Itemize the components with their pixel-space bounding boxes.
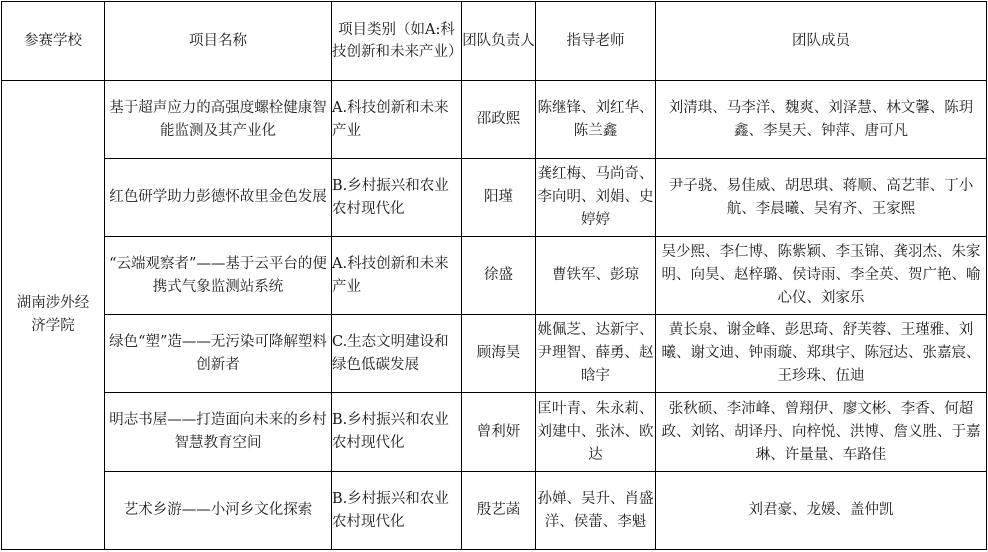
team-members: 吴少熙、李仁博、陈紫颖、李玉锦、龚羽杰、朱家明、向昊、赵梓璐、侯诗雨、李全英、贺广艳、喻心仪、刘家乐 — [656, 237, 987, 315]
project-category: B.乡村振兴和农业农村现代化 — [332, 472, 462, 550]
project-category: B.乡村振兴和农业农村现代化 — [332, 159, 462, 237]
table-row — [2, 472, 987, 550]
team-leader: 殷艺菡 — [462, 472, 536, 550]
team-table — [1, 1, 987, 550]
advisors: 曹铁军、彭琼 — [536, 237, 656, 315]
project-name: 艺术乡游——小河乡文化探索 — [105, 472, 332, 550]
project-name: 基于超声应力的高强度螺栓健康智能监测及其产业化 — [105, 81, 332, 159]
advisors: 匡叶青、朱永莉、刘建中、张沐、欧达 — [536, 393, 656, 472]
team-leader: 曾利妍 — [462, 393, 536, 472]
header-category: 项目类别（如A:科技创新和未来产业） — [332, 2, 462, 81]
header-school: 参赛学校 — [2, 2, 105, 81]
header-members: 团队成员 — [656, 2, 987, 81]
table-row — [2, 393, 987, 472]
advisors: 姚佩芝、达新宇、尹理智、薛勇、赵晗宇 — [536, 315, 656, 393]
team-leader: 顾海昊 — [462, 315, 536, 393]
header-advisors: 指导老师 — [536, 2, 656, 81]
team-leader: 邵政熙 — [462, 81, 536, 159]
project-name: “云端观察者”——基于云平台的便携式气象监测站系统 — [105, 237, 332, 315]
team-members: 黄长泉、谢金峰、彭思琦、舒芙蓉、王瑾雅、刘曦、谢文迪、钟雨璇、郑琪宇、陈冠达、张嘉宸、王珍珠、伍迪 — [656, 315, 987, 393]
project-name: 红色研学助力彭德怀故里金色发展 — [105, 159, 332, 237]
header-row — [2, 2, 987, 81]
project-name: 明志书屋——打造面向未来的乡村智慧教育空间 — [105, 393, 332, 472]
advisors: 孙婵、吴升、肖盛洋、侯蕾、李魁 — [536, 472, 656, 550]
project-category: B.乡村振兴和农业农村现代化 — [332, 393, 462, 472]
advisors: 陈继锋、刘红华、陈兰鑫 — [536, 81, 656, 159]
team-members: 尹子骁、易佳威、胡思琪、蒋顺、高艺菲、丁小航、李晨曦、吴宥齐、王家熙 — [656, 159, 987, 237]
school-cell: 湖南涉外经济学院 — [2, 81, 105, 550]
project-name: 绿色“塑”造——无污染可降解塑料创新者 — [105, 315, 332, 393]
advisors: 龚红梅、马尚奇、李向明、刘娟、史婷婷 — [536, 159, 656, 237]
table-row — [2, 315, 987, 393]
project-category: A.科技创新和未来产业 — [332, 237, 462, 315]
team-leader: 阳瑾 — [462, 159, 536, 237]
table-row — [2, 159, 987, 237]
team-members: 刘清琪、马李洋、魏爽、刘泽慧、林文馨、陈玥鑫、李昊天、钟萍、唐可凡 — [656, 81, 987, 159]
project-category: C.生态文明建设和绿色低碳发展 — [332, 315, 462, 393]
header-project: 项目名称 — [105, 2, 332, 81]
team-leader: 徐盛 — [462, 237, 536, 315]
team-members: 张秋硕、李沛峰、曾翔伊、廖文彬、李香、何超政、刘铭、胡译丹、向梓悦、洪博、詹义胜、于嘉琳、许量量、车路佳 — [656, 393, 987, 472]
header-leader: 团队负责人 — [462, 2, 536, 81]
table-row — [2, 81, 987, 159]
project-category: A.科技创新和未来产业 — [332, 81, 462, 159]
team-members: 刘君豪、龙媛、盖仲凯 — [656, 472, 987, 550]
table-row — [2, 237, 987, 315]
